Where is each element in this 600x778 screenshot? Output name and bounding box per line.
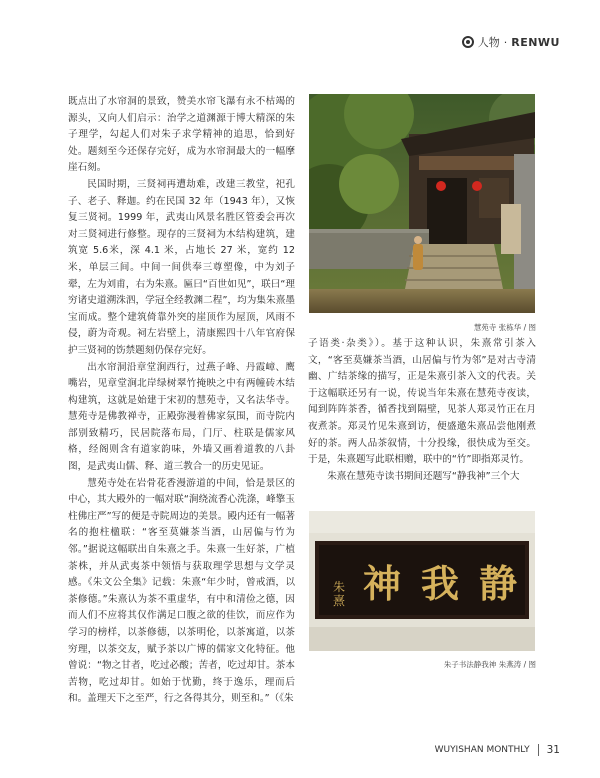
- brand-english: RENWU: [511, 35, 560, 49]
- page-footer: [435, 744, 560, 756]
- temple-photo: [309, 94, 535, 313]
- magazine-section-brand: [462, 34, 560, 50]
- paragraph: 既点出了水帘洞的景致，赞美水帘飞瀑有永不枯竭的源头，又向人们启示：治学之道渊源于博大精深的朱子理学，勾起人们对朱子求学精神的追思，恰到好处。题刻至今还保存完好，成为水帘洞最大的一幅摩崖石刻。: [68, 96, 295, 174]
- paragraph: 出水帘洞沿章堂涧西行，过燕子峰、丹霞嶂、鹰嘴岩，见章堂涧北岸绿树翠竹掩映之中有两幢砖木结构建筑，这就是始建于宋初的慧苑寺，又名法华寺。慧苑寺是佛教禅寺，正殿弥漫着佛家氛围，而寺院内部别致精巧，民居院落布局，门厅、柱联是儒家风格，经阁则含有道家韵味，外墙又画着道教的八卦图，是武夷山儒、释、道三教合一的历史见证。: [68, 361, 295, 473]
- footer-divider: [538, 744, 539, 756]
- left-text-column: [68, 94, 295, 708]
- magazine-name: WUYISHAN MONTHLY: [434, 745, 530, 755]
- svg-text:熹: 熹: [333, 594, 346, 608]
- paragraph: 子语类·杂类》）。基于这种认识，朱熹常引茶入文，“客至莫嫌茶当酒，山居偏与竹为邻”是对古寺清幽、广结茶缘的描写，正是朱熹引茶入文的代表。关于这幅联还另有一说，传说当年朱熹在慧苑寺夜读，闻到阵阵茶香，循香找到隔壁，见茶人郑灵竹正在月夜煮茶。郑灵竹见朱熹到访，便盛邀朱熹品尝他刚煮好的茶。两人品茶叙情，十分投缘，很快成为至交。于是，朱熹题写此联相赠，联中的“竹”即指郑灵竹。: [308, 338, 536, 466]
- paragraph: 朱熹在慧苑寺读书期间还题写“静我神”三个大: [327, 470, 520, 482]
- brand-chinese: 人物: [477, 36, 500, 49]
- plaque-char-wo: 我: [421, 561, 460, 606]
- page-number: 31: [546, 744, 560, 756]
- right-text-column: [308, 336, 536, 485]
- temple-photo-illustration: [309, 94, 535, 313]
- plaque-signature: 朱: [333, 580, 346, 594]
- brand-dot: ·: [503, 35, 508, 49]
- brand-logo-icon: [462, 36, 474, 48]
- paragraph: 慧苑寺处在岩骨花香漫游道的中间，恰是景区的中心，其大殿外的一幅对联“涧绕流香心洗涤，峰擎玉柱佛庄严”写的便是寺院周边的美景。殿内还有一幅著名的抱柱楹联：“客至莫嫌茶当酒，山居偏与竹为邻。”据说这幅联出自朱熹之手。朱熹一生好茶，广植茶株，并从武夷茶中领悟与获取理学思想与文学灵感。《朱文公全集》记载：朱熹“年少时，曾戒酒，以茶修德。”朱熹认为茶不重虚华，有中和清俭之德，因而人们不应将其仅作满足口腹之欲的佳饮，而应作为学习的榜样，以茶修德，以茶明伦，以茶寓道，以茶穷理，以茶交友，赋予茶以广博的儒家文化特征。他曾说：“物之甘者，吃过必酸；苦者，吃过却甘。茶本苦物，吃过却甘。如始于忧勤，终于逸乐，理而后和。盖理天下之至严，行之各得其分，则至和。”（《朱: [68, 477, 295, 705]
- temple-photo-caption: 慧苑寺 张栋华 / 图: [473, 323, 536, 332]
- calligraphy-plaque-illustration: [309, 511, 535, 651]
- plaque-char-jing: 静: [479, 561, 518, 606]
- plaque-photo-caption: 朱子书法静我神 朱燕涛 / 图: [443, 660, 536, 669]
- calligraphy-plaque-photo: [309, 511, 535, 651]
- plaque-char-shen: 神: [363, 561, 402, 606]
- paragraph: 民国时期，三贤祠再遭劫难，改建三教堂，祀孔子、老子、释迦。约在民国 32 年（1943 年），又恢复三贤祠。1999 年，武夷山风景名胜区管委会再次对三贤祠进行修整。现存的三贤祠为木结构建筑，建筑宽 5.6米，深 4.1 米，占地长 27 米，宽约 12 米，单层三间。中间一间供奉三尊塑像，中为刘子翚，左为刘甫，右为朱熹。匾曰“百世如见”，联曰“理穷诸史道溯洙泗，学冠全经教渊二程”，均为集朱熹墨宝而成。整个建筑倚靠外突的崖顶作为屋顶，风雨不侵，蔚为奇观。祠左岩壁上，清康熙四十八年官府保护三贤祠的饬禁题刻仍保存完好。: [68, 178, 295, 356]
